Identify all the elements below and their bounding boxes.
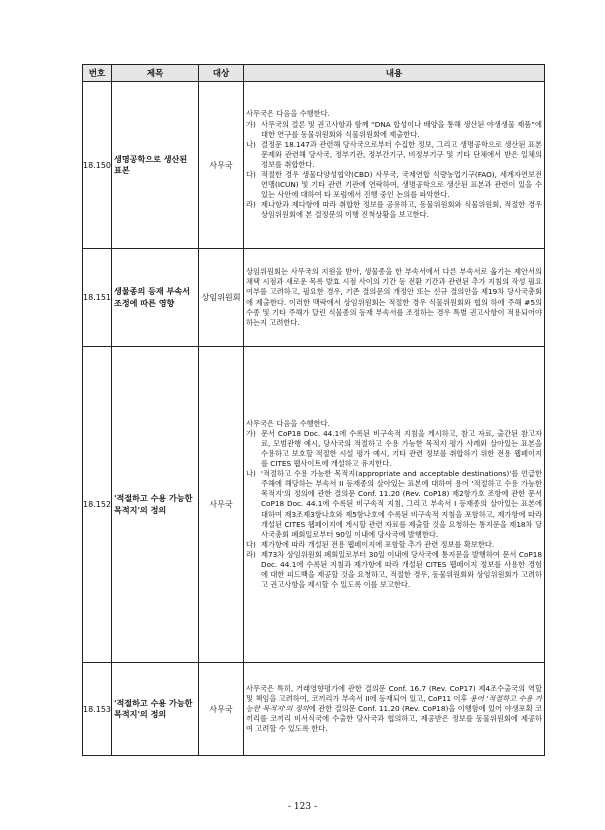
table-header-row [83, 65, 545, 82]
row-content: 상임위원회는 사무국의 지원을 받아, 생물종을 한 부속서에서 다른 부속서로 옮기는 제안서의 채택 시점과 새로운 목록 발효 시점 사이의 기간 등 전환 기간과 관련된 추가 지침의 작성 필요 여부를 고려하고, 필요한 경우, 기존 결의문의 개정안 또는 신규 결의안을 제19차 당사국총회에 제출한다. 이러한 맥락에서 상임위원회는 적절한 경우 식물위원회와 협의 하에 주해 #5의 수종 및 기타 주해가 달린 식물종의 등재 부속서를 조정하는 경우 특별 권고사항이 적용되어야 하는지 고려한다. [244, 249, 545, 347]
row-target: 사무국 [199, 347, 244, 663]
header-number: 번호 [83, 65, 112, 82]
header-target: 대상 [199, 65, 244, 82]
row-title: '적절하고 수용 가능한 목적지'의 정의 [112, 663, 199, 756]
row-number: 18.152 [83, 347, 112, 663]
row-content [244, 347, 545, 663]
list-item: 가) 문서 CoP18 Doc. 44.1에 수록된 비구속적 지침을 게시하고, 참고 자료, 출간된 참고자료, 모범관행 예시, 당사국의 적절하고 수용 가능한 목적지 평가 사례와 살아있는 표본을 수용하고 보호할 적절한 시설 평가 예시, 기타 관련 정보를 취합하기 위한 전용 웹페이지를 CITES 웹사이트에 개설하고 유지한다. [246, 428, 542, 469]
row-target: 사무국 [199, 82, 244, 249]
list-item: 나) 결정문 18.147과 관련해 당사국으로부터 수집한 정보, 그리고 생명공학으로 생산된 표본 문제와 관련해 당사국, 정부기관, 정부간기구, 비정부기구 및 기타 단체에서 받은 일체의 정보를 취합한다. [246, 139, 542, 169]
table-row [83, 663, 545, 756]
table-row [83, 347, 545, 663]
row-title: 생물종의 등재 부속서 조정에 따른 영향 [112, 249, 199, 347]
list-item: 다) 적절한 경우 생물다양성협약(CBD) 사무국, 국제연합 식량농업기구(FAO), 세계자연보전연맹(ICUN) 및 기타 관련 기관에 연락하여, 생명공학으로 생산된 표본과 관련이 있을 수 있는 사안에 대하여 타 포럼에서 진행 중인 논의를 파악한다. [246, 170, 542, 200]
header-content: 내용 [244, 65, 545, 82]
table-row [83, 82, 545, 249]
resolution-table [82, 64, 545, 756]
content-italic-text: 용어 '적절하고 수용 가능한 목적지'의 정의 [246, 693, 542, 713]
row-title: '적절하고 수용 가능한 목적지'의 정의 [112, 347, 199, 663]
content-intro: 사무국은 다음을 수행한다. [246, 418, 330, 428]
list-item: 라) 제나항과 제다항에 따라 취합한 정보를 공유하고, 동물위원회와 식물위원회, 적절한 경우 상임위원회에 본 결정문의 이행 진척상황을 보고한다. [246, 200, 542, 220]
row-number: 18.153 [83, 663, 112, 756]
table-row [83, 249, 545, 347]
list-item: 가) 사무국의 결론 및 권고사항과 함께 “DNA 합성이나 배양을 통해 생산된 야생생물 제품”에 대한 연구를 동물위원회와 식물위원회에 제출한다. [246, 119, 542, 139]
page-number: - 123 - [288, 802, 317, 812]
row-title: 생명공학으로 생산된 표본 [112, 82, 199, 249]
header-title: 제목 [112, 65, 199, 82]
content-text: 에 관한 결의문 Conf. 11.20 (Rev. CoP18)을 이행함에 있어 야생포획 코끼리를 코끼리 비서식국에 수출한 당사국과 협의하고, 제공받은 정보를 동물위원회에 제공하여 고려할 수 있도록 한다. [246, 703, 542, 734]
row-target: 사무국 [199, 663, 244, 756]
row-content [244, 663, 545, 756]
content-intro: 사무국은 다음을 수행한다. [246, 109, 330, 119]
row-content [244, 82, 545, 249]
content-text: 사무국은 특히, 거래영향평가에 관한 결의문 Conf. 16.7 (Rev. CoP17) 제4조수출국의 역할 및 책임을 고려하여, 코끼리가 부속서 II에 등재되어 있고, CoP11 이후 [246, 683, 542, 703]
list-item: 다) 제가항에 따라 개설된 전용 웹페이지에 포함할 추가 관련 정보를 확보한다. [246, 539, 495, 549]
row-number: 18.151 [83, 249, 112, 347]
list-item: 라) 제73차 상임위원회 폐회일로부터 30일 이내에 당사국에 통지문을 발행하여 문서 CoP18 Doc. 44.1에 수록된 지침과 제가항에 따라 개설된 CITES 웹페이지 정보를 사용한 경험에 대한 피드백을 제공할 것을 요청하고, 적절한 경우, 동물위원회와 상임위원회가 고려하고 권고사항을 제시할 수 있도록 이를 보고한다. [246, 549, 542, 590]
row-number: 18.150 [83, 82, 112, 249]
list-item: 나) '적절하고 수용 가능한 목적지(appropriate and acceptable destinations)'를 언급한 주해에 해당하는 부속서 II 등재종의 살아있는 표본에 대하여 용어 '적절하고 수용 가능한 목적지'의 정의에 관한 결의문 Conf. 11.20 (Rev. CoP18) 제2항가호 조항에 관한 문서 CoP18 Doc. 44.1에 수록된 비구속적 지침, 그리고 부속서 I 등재종의 살아있는 표본에 대하여 제3조제3항나호와 제5항나호에 수록된 비구속적 지침을 포함하고, 제가항에 따라 개설된 CITES 웹페이지에 게시할 관련 자료를 제출할 것을 요청하는 통지문을 제18차 당사국총회 폐회일로부터 90일 이내에 당사국에 발행한다. [246, 469, 542, 539]
row-target: 상임위원회 [199, 249, 244, 347]
